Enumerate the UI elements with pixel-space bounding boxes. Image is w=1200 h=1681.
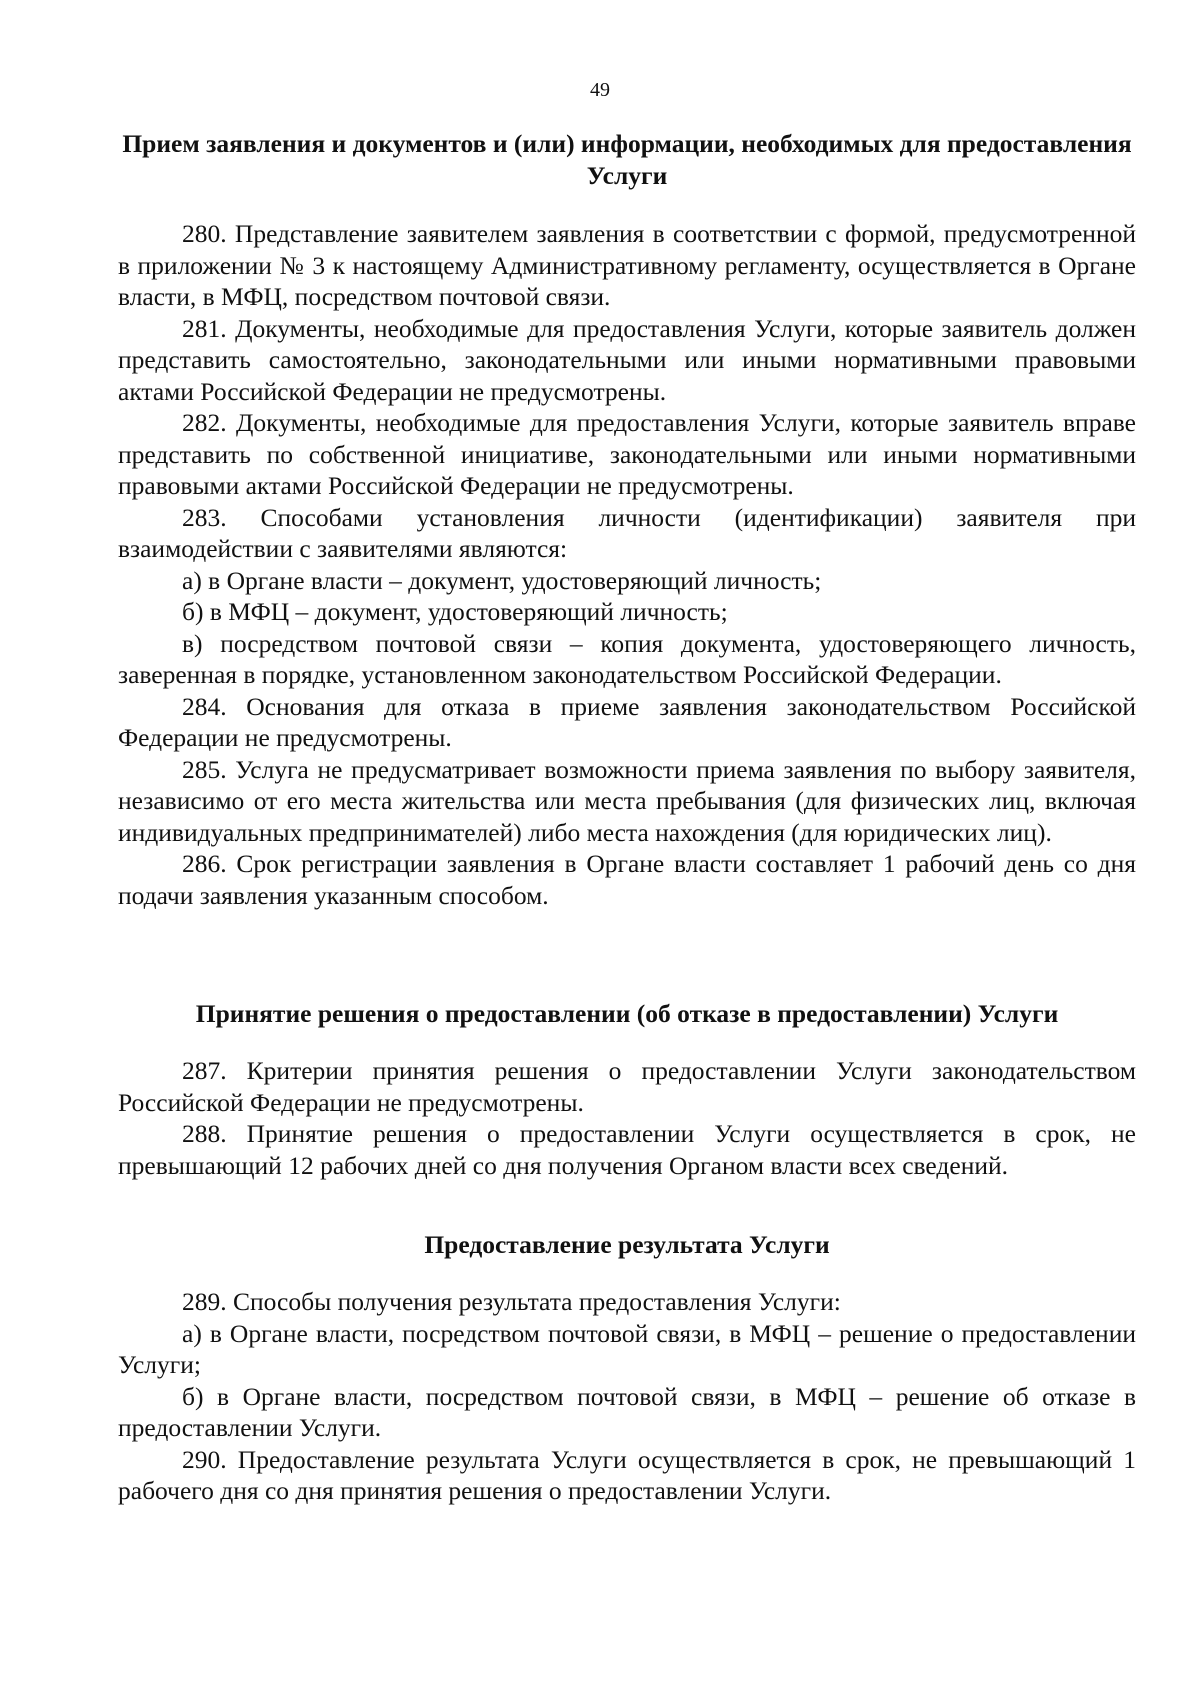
section-body-decision <box>118 1055 1136 1181</box>
section-heading-result <box>118 1229 1136 1261</box>
page-number: 49 <box>590 79 610 101</box>
paragraph-283: 283. Способами установления личности (идентификации) заявителя при взаимодействии с заявителями являются: <box>118 502 1136 563</box>
section-body-result <box>118 1286 1136 1507</box>
section-heading-application-intake <box>118 128 1136 191</box>
paragraph-283-a: а) в Органе власти – документ, удостоверяющий личность; <box>182 565 822 595</box>
paragraph-283-v: в) посредством почтовой связи – копия документа, удостоверяющего личность, заверенная в порядке, установленном законодательством Российской Федерации. <box>118 628 1136 689</box>
section-heading: Принятие решения о предоставлении (об отказе в предоставлении) Услуги <box>195 999 1059 1028</box>
paragraph-290: 290. Предоставление результата Услуги осуществляется в срок, не превышающий 1 рабочего дня со дня принятия решения о предоставлении Услуги. <box>118 1444 1136 1505</box>
section-heading-decision <box>118 998 1136 1030</box>
section-heading: Прием заявления и документов и (или) информации, необходимых для предоставления Услуги <box>122 129 1132 190</box>
paragraph-282: 282. Документы, необходимые для предоставления Услуги, которые заявитель вправе представить по собственной инициативе, законодательными или иными нормативными правовыми актами Российской Федерации не предусмотрены. <box>118 408 1136 500</box>
paragraph-281: 281. Документы, необходимые для предоставления Услуги, которые заявитель должен представить самостоятельно, законодательными или иными нормативными правовыми актами Российской Федерации не предусмотрены. <box>118 313 1136 406</box>
paragraph-280: 280. Представление заявителем заявления в соответствии с формой, предусмотренной в приложении № 3 к настоящему Административному регламенту, осуществляется в Органе власти, в МФЦ, посредством почтовой связи. <box>118 219 1136 311</box>
paragraph-289-b: б) в Органе власти, посредством почтовой связи, в МФЦ – решение об отказе в предоставлении Услуги. <box>118 1381 1136 1442</box>
paragraph-289: 289. Способы получения результата предоставления Услуги: <box>182 1287 841 1316</box>
paragraph-285: 285. Услуга не предусматривает возможности приема заявления по выбору заявителя, независимо от его места жительства или места пребывания (для физических лиц, включая индивидуальных предпринимателей) либо места нахождения (для юридических лиц). <box>118 754 1136 847</box>
paragraph-283-b: б) в МФЦ – документ, удостоверяющий личность; <box>182 597 728 626</box>
paragraph-284: 284. Основания для отказа в приеме заявления законодательством Российской Федерации не предусмотрены. <box>118 691 1136 752</box>
paragraph-288: 288. Принятие решения о предоставлении Услуги осуществляется в срок, не превышающий 12 рабочих дней со дня получения Органом власти всех сведений. <box>118 1119 1136 1180</box>
section-body-application-intake <box>118 218 1136 911</box>
section-heading: Предоставление результата Услуги <box>424 1230 830 1259</box>
paragraph-287: 287. Критерии принятия решения о предоставлении Услуги законодательством Российской Федерации не предусмотрены. <box>118 1056 1136 1117</box>
paragraph-286: 286. Срок регистрации заявления в Органе власти составляет 1 рабочий день со дня подачи заявления указанным способом. <box>118 849 1136 910</box>
paragraph-289-a: а) в Органе власти, посредством почтовой связи, в МФЦ – решение о предоставлении Услуги; <box>118 1318 1136 1379</box>
